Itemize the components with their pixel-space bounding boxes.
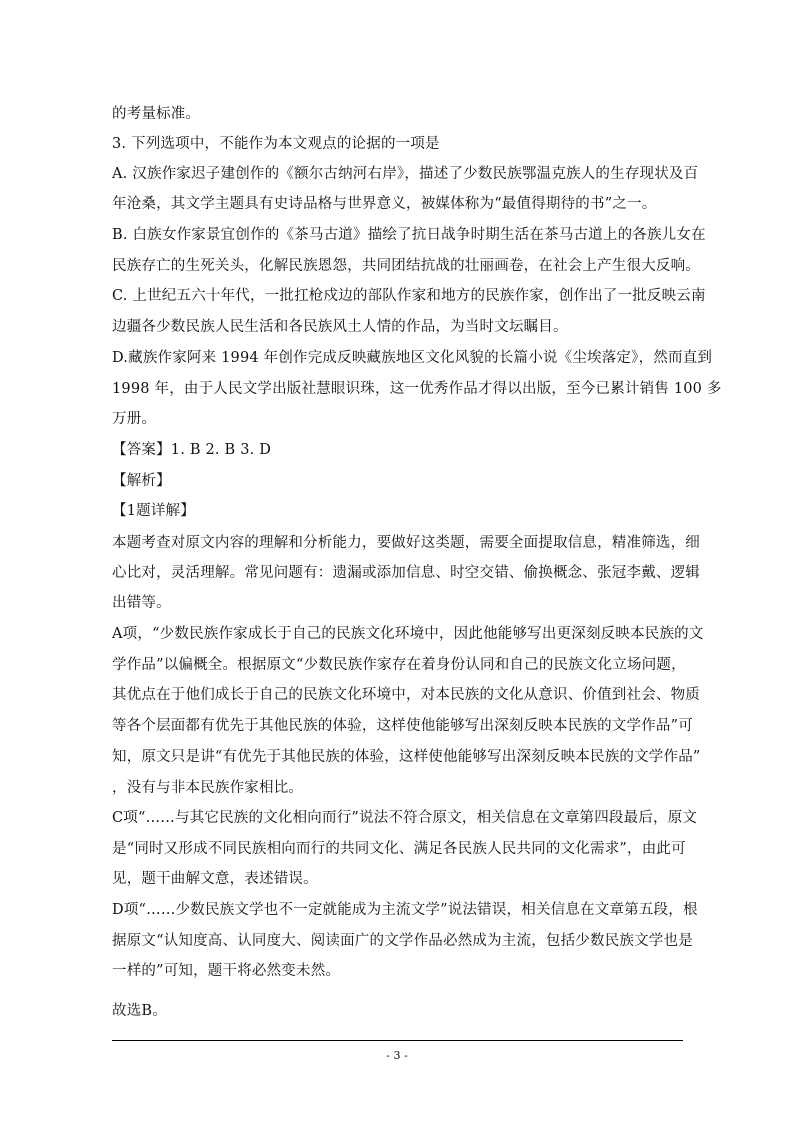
text-line: A项，“少数民族作家成长于自己的民族文化环境中，因此他能够写出更深刻反映本民族的文 [112,626,704,642]
text-line: B. 白族女作家景宜创作的《茶马古道》描绘了抗日战争时期生活在茶马古道上的各族儿女在 [112,227,706,243]
text-line: D.藏族作家阿来 1994 年创作完成反映藏族地区文化风貌的长篇小说《尘埃落定》，然而直到 [112,350,713,366]
text-line: C项“……与其它民族的文化相向而行”说法不符合原文，相关信息在文章第四段最后，原文 [112,810,698,826]
text-line: 心比对，灵活理解。常见问题有：遗漏或添加信息、时空交错、偷换概念、张冠李戴、逻辑 [112,565,700,581]
text-line: 万册。 [112,411,157,427]
text-line: 见，题干曲解文意，表述错误。 [112,871,318,887]
text-line: 【解析】 [112,473,171,489]
text-line: 年沧桑，其文学主题具有史诗品格与世界意义，被媒体称为“最值得期待的书”之一。 [112,196,657,212]
text-line: ，没有与非本民族作家相比。 [112,780,304,796]
text-line: 【1题详解】 [112,503,195,519]
text-line: 据原文“认知度高、认同度大、阅读面广的文学作品必然成为主流，包括少数民族文学也是 [112,933,693,949]
text-line: 1998 年，由于人民文学出版社慧眼识珠，这一优秀作品才得以出版，至今已累计销售 100 多 [112,381,722,397]
text-line: 其优点在于他们成长于自己的民族文化环境中，对本民族的文化从意识、价值到社会、物质 [112,687,700,703]
text-line: 故选B。 [112,1003,167,1019]
text-line: 出错等。 [112,595,171,611]
text-line: 3. 下列选项中，不能作为本文观点的论据的一项是 [112,136,440,152]
text-line: C. 上世纪五六十年代，一批扛枪戍边的部队作家和地方的民族作家，创作出了一批反映云南 [112,288,706,304]
text-line: 的考量标准。 [112,106,201,122]
text-line: D项“……少数民族文学也不一定就能成为主流文学”说法错误，相关信息在文章第五段，根 [112,902,698,918]
text-line: 知，原文只是讲“有优先于其他民族的体验，这样使他能够写出深刻反映本民族的文学作品” [112,749,701,765]
text-line: 本题考查对原文内容的理解和分析能力，要做好这类题，需要全面提取信息，精准筛选，细 [112,535,700,551]
footer-rule [112,1040,683,1041]
page-number: - 3 - [386,1049,408,1062]
text-line: 等各个层面都有优先于其他民族的体验，这样使他能够写出深刻反映本民族的文学作品”可 [112,718,693,734]
text-line: 学作品”以偏概全。根据原文“少数民族作家存在着身份认同和自己的民族文化立场问题， [112,657,686,673]
text-line: 【答案】1. B 2. B 3. D [112,442,272,458]
text-line: 边疆各少数民族人民生活和各民族风土人情的作品，为当时文坛瞩目。 [112,319,568,335]
text-line: A. 汉族作家迟子建创作的《额尔古纳河右岸》，描述了少数民族鄂温克族人的生存现状及百 [112,166,699,182]
text-line: 一样的”可知，题干将必然变未然。 [112,963,341,979]
text-line: 民族存亡的生死关头，化解民族恩怨，共同团结抗战的壮丽画卷，在社会上产生很大反响。 [112,258,700,274]
text-line: 是“同时又形成不同民族相向而行的共同文化、满足各民族人民共同的文化需求”，由此可 [112,841,686,857]
